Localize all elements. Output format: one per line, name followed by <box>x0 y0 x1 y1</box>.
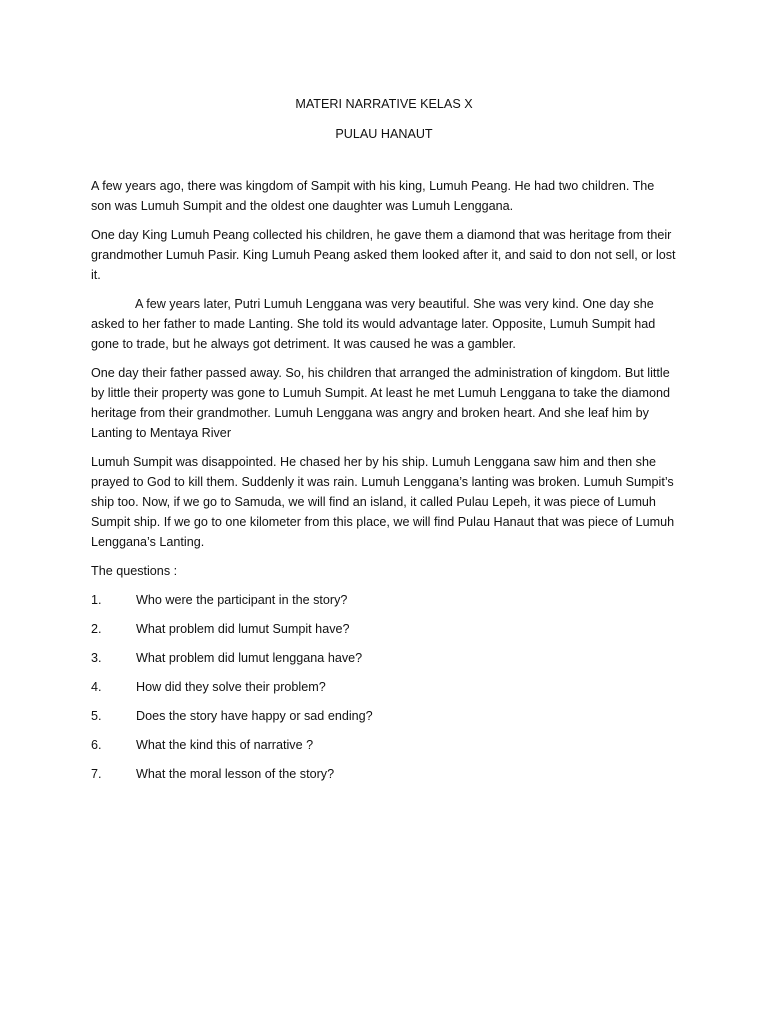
paragraph-2: One day King Lumuh Peang collected his children, he gave them a diamond that was heritage from their grandmother Lumuh Pasir. King Lumuh Peang asked them looked after it, and said to don not sell, or lost it. <box>91 228 676 282</box>
question-text: What the moral lesson of the story? <box>136 767 335 781</box>
question-item-5 <box>91 706 677 726</box>
question-text: Who were the participant in the story? <box>136 593 348 607</box>
question-number: 1. <box>91 593 102 607</box>
question-item-3 <box>91 648 677 668</box>
questions-list <box>91 590 677 784</box>
story-title: PULAU HANAUT <box>335 127 433 141</box>
question-text: How did they solve their problem? <box>136 680 326 694</box>
question-number: 5. <box>91 709 102 723</box>
document-body <box>91 94 677 793</box>
question-number: 6. <box>91 738 102 752</box>
questions-heading: The questions : <box>91 564 178 578</box>
question-text: Does the story have happy or sad ending? <box>136 709 373 723</box>
question-number: 2. <box>91 622 102 636</box>
question-number: 3. <box>91 651 102 665</box>
paragraph-5: Lumuh Sumpit was disappointed. He chased her by his ship. Lumuh Lenggana saw him and then she prayed to God to kill them. Suddenly it was rain. Lumuh Lenggana’s lanting was broken. Lumuh Sumpit’s ship too. Now, if we go to Samuda, we will find an island, it called Pulau Lepeh, it was piece of Lumuh Sumpit ship. If we go to one kilometer from this place, we will find Pulau Hanaut that was piece of Lumuh Lenggana’s Lanting. <box>91 455 675 549</box>
question-item-2 <box>91 619 677 639</box>
question-number: 4. <box>91 680 102 694</box>
question-number: 7. <box>91 767 102 781</box>
question-item-1 <box>91 590 677 610</box>
paragraph-3: A few years later, Putri Lumuh Lenggana was very beautiful. She was very kind. One day she asked to her father to made Lanting. She told its would advantage later. Opposite, Lumuh Sumpit had gone to trade, but he always got detriment. It was caused he was a gambler. <box>91 297 656 351</box>
question-item-6 <box>91 735 677 755</box>
document-title: MATERI NARRATIVE KELAS X <box>295 97 473 111</box>
question-text: What problem did lumut Sumpit have? <box>136 622 350 636</box>
question-text: What the kind this of narrative ? <box>136 738 314 752</box>
question-text: What problem did lumut lenggana have? <box>136 651 363 665</box>
question-item-4 <box>91 677 677 697</box>
paragraph-4: One day their father passed away. So, his children that arranged the administration of kingdom. But little by little their property was gone to Lumuh Sumpit. At least he met Lumuh Lenggana to take the diamond heritage from their grandmother. Lumuh Lenggana was angry and broken heart. And she leaf him by Lanting to Mentaya River <box>91 366 670 440</box>
paragraph-1: A few years ago, there was kingdom of Sampit with his king, Lumuh Peang. He had two children. The son was Lumuh Sumpit and the oldest one daughter was Lumuh Lenggana. <box>91 179 655 213</box>
question-item-7 <box>91 764 677 784</box>
